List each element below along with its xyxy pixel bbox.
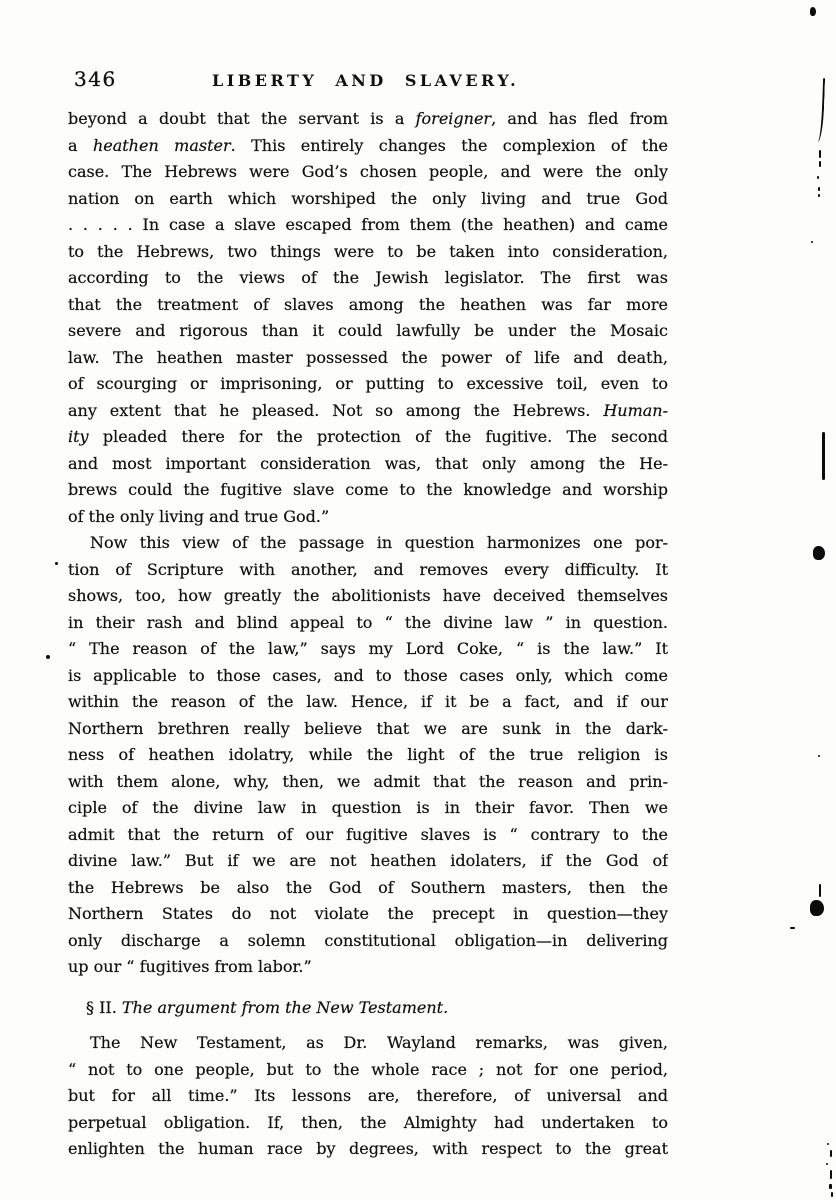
scan-artifact (818, 194, 820, 197)
text-line: with them alone, why, then, we admit that the reason and prin- (68, 771, 668, 791)
scan-artifact (811, 241, 813, 243)
text-line: beyond a doubt that the servant is a foreigner, and has fled from (68, 109, 668, 128)
text-line: divine law.” But if we are not heathen idolaters, if the God of (68, 851, 668, 870)
text-body (68, 106, 668, 1163)
scan-artifact (816, 78, 825, 142)
text-line: § II. The argument from the New Testament. (86, 997, 449, 1017)
text-line: The New Testament, as Dr. Wayland remarks, was given, (90, 1033, 668, 1052)
scan-artifact (810, 7, 816, 16)
text-line: but for all time.” Its lessons are, therefore, of universal and (68, 1086, 668, 1105)
text-line: and most important consideration was, that only among the He- (68, 453, 668, 473)
text-line: Northern brethren really believe that we are sunk in the dark- (68, 718, 668, 738)
text-line: to the Hebrews, two things were to be taken into consideration, (68, 241, 668, 261)
text-line: enlighten the human race by degrees, with respect to the great (68, 1139, 668, 1158)
text-line: according to the views of the Jewish legislator. The first was (68, 268, 668, 287)
text-line: the Hebrews be also the God of Southern masters, then the (68, 877, 668, 897)
text-line: “ not to one people, but to the whole race ; not for one period, (68, 1059, 668, 1079)
scan-artifact (819, 884, 821, 897)
text-line: nation on earth which worshiped the only living and true God (68, 188, 668, 208)
text-line: ity pleaded there for the protection of the fugitive. The second (68, 427, 668, 446)
scan-artifact (826, 1163, 828, 1165)
text-line: up our “ fugitives from labor.” (68, 957, 312, 976)
text-line: admit that the return of our fugitive slaves is “ contrary to the (68, 824, 668, 844)
page-number: 346 (74, 67, 117, 91)
paragraph (68, 1030, 668, 1163)
scan-artifact (46, 655, 50, 659)
scan-artifact (817, 176, 819, 179)
paragraph (68, 530, 668, 981)
text-line: any extent that he pleased. Not so among the Hebrews. Human- (68, 400, 668, 420)
paragraph (68, 106, 668, 530)
scan-artifact (831, 1192, 833, 1197)
scan-artifact (819, 150, 821, 158)
scan-artifact (818, 755, 820, 757)
scan-artifact (827, 1143, 829, 1145)
section-heading (68, 995, 668, 1022)
text-line: a heathen master. This entirely changes the complexion of the (68, 135, 668, 155)
text-line: . . . . . In case a slave escaped from them (the heathen) and came (68, 215, 668, 234)
text-line: that the treatment of slaves among the heathen was far more (68, 294, 668, 314)
text-line: is applicable to those cases, and to those cases only, which come (68, 665, 668, 685)
text-line: ness of heathen idolatry, while the light of the true religion is (68, 745, 668, 764)
scan-artifact (819, 161, 821, 167)
scan-artifact (818, 187, 820, 191)
scan-artifact (810, 900, 824, 916)
text-line: within the reason of the law. Hence, if it be a fact, and if our (68, 692, 668, 711)
text-line: Now this view of the passage in question harmonizes one por- (90, 533, 668, 552)
text-line: perpetual obligation. If, then, the Almighty had undertaken to (68, 1112, 668, 1132)
text-line: “ The reason of the law,” says my Lord Coke, “ is the law.” It (68, 639, 668, 658)
scan-artifact (55, 562, 58, 565)
scan-artifact (830, 1170, 832, 1179)
text-line: case. The Hebrews were God’s chosen people, and were the only (68, 162, 668, 181)
text-line: of scourging or imprisoning, or putting to excessive toil, even to (68, 374, 668, 393)
text-line: brews could the fugitive slave come to the knowledge and worship (68, 480, 668, 499)
scan-artifact (830, 1150, 832, 1157)
text-line: law. The heathen master possessed the power of life and death, (68, 347, 668, 367)
text-line: of the only living and true God.” (68, 506, 330, 526)
scan-artifact (813, 546, 825, 560)
text-line: in their rash and blind appeal to “ the divine law ” in question. (68, 612, 668, 632)
scan-artifact (822, 432, 825, 480)
scan-artifact (790, 927, 795, 929)
text-line: severe and rigorous than it could lawfully be under the Mosaic (68, 321, 668, 340)
text-line: tion of Scripture with another, and removes every difficulty. It (68, 559, 668, 579)
scan-artifact (829, 1184, 832, 1189)
text-line: only discharge a solemn constitutional obligation—in delivering (68, 930, 668, 950)
text-line: shows, too, how greatly the abolitionists have deceived themselves (68, 586, 668, 605)
running-title: LIBERTY AND SLAVERY. (212, 71, 520, 90)
text-line: ciple of the divine law in question is in their favor. Then we (68, 798, 668, 817)
text-line: Northern States do not violate the precept in question—they (68, 904, 668, 923)
